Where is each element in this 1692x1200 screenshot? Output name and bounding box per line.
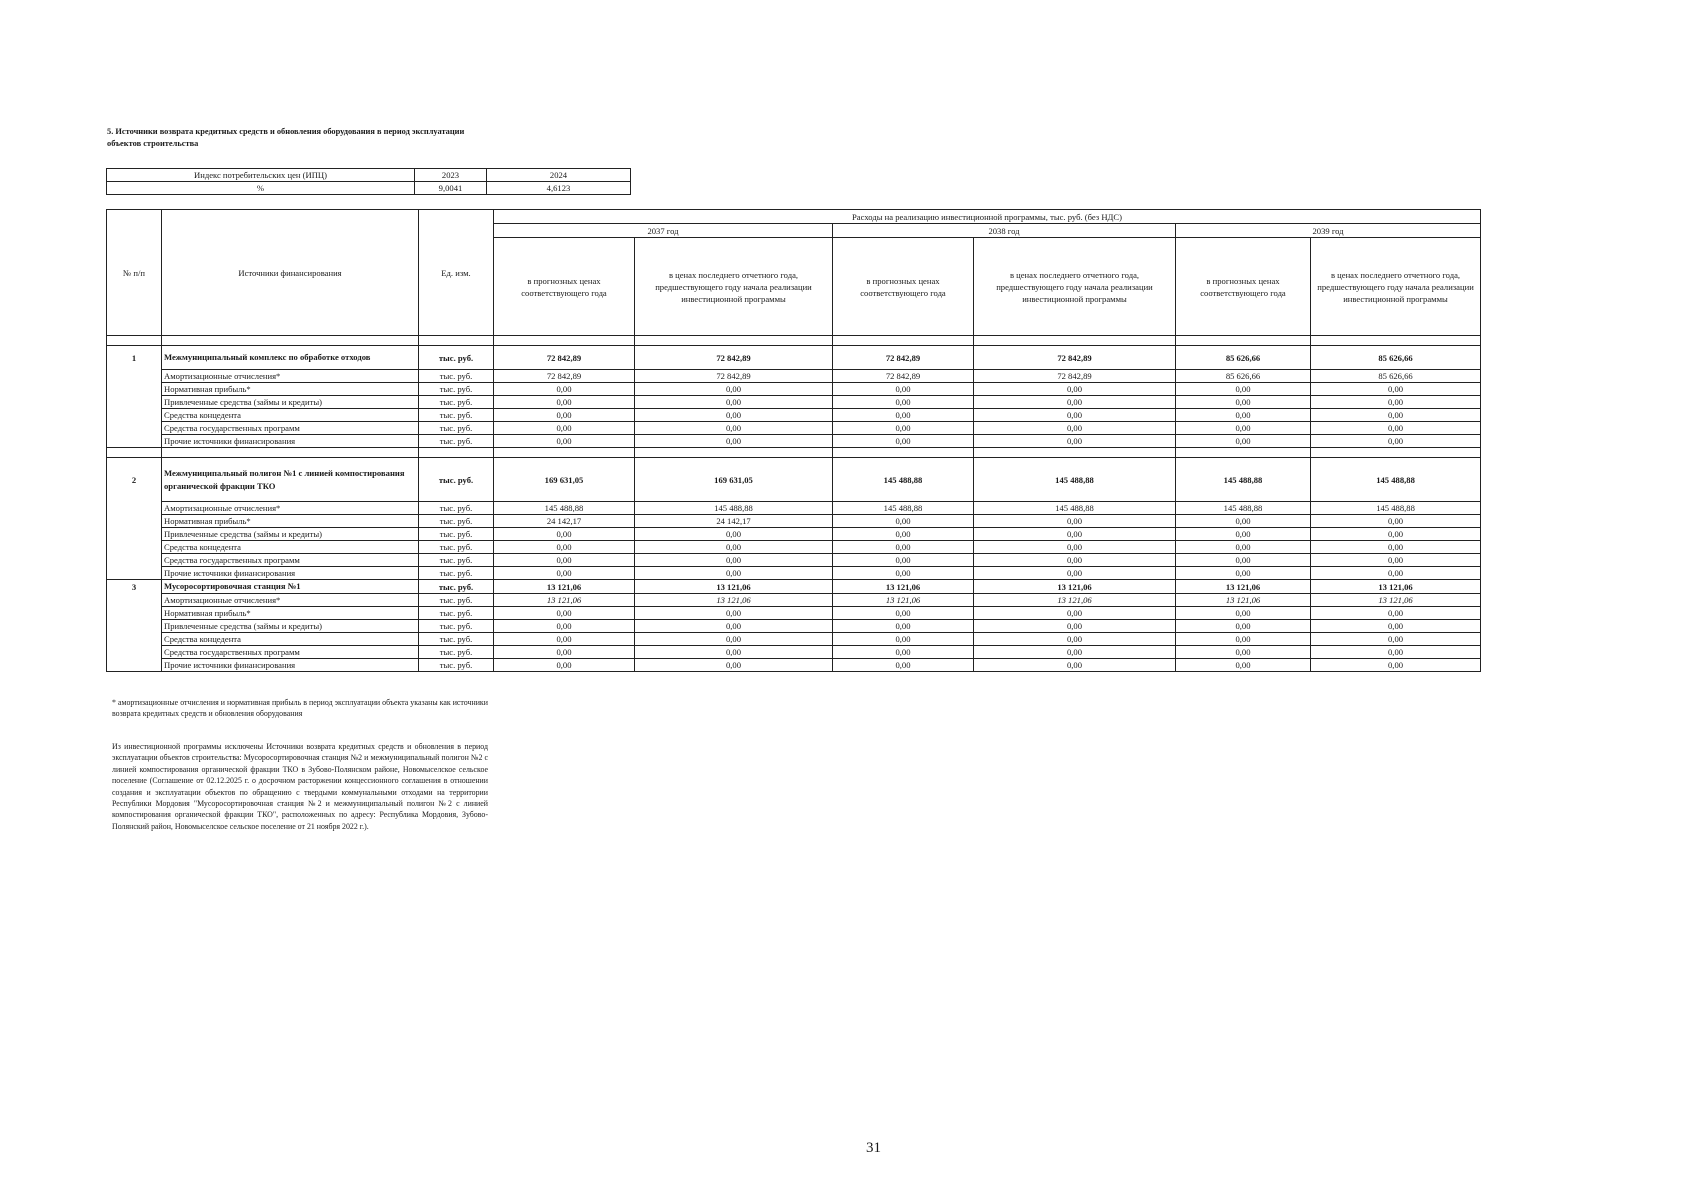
- section-heading: 5. Источники возврата кредитных средств и обновления оборудования в период эксплуатации объектов строительства: [107, 127, 465, 148]
- spacer-cell: [162, 448, 419, 458]
- item-value: 0,00: [833, 646, 974, 659]
- item-value: 0,00: [833, 422, 974, 435]
- header-year-2037: 2037 год: [494, 224, 833, 238]
- item-value: 0,00: [1311, 422, 1481, 435]
- item-value: 0,00: [974, 435, 1176, 448]
- group-name: Межмуниципальный комплекс по обработке отходов: [162, 346, 419, 370]
- item-value: 0,00: [974, 383, 1176, 396]
- spacer-cell: [419, 336, 494, 346]
- item-name: Амортизационные отчисления*: [162, 594, 419, 607]
- item-row: [107, 541, 1481, 554]
- item-row: [107, 567, 1481, 580]
- item-value: 0,00: [1176, 646, 1311, 659]
- item-unit: тыс. руб.: [419, 607, 494, 620]
- item-value: 0,00: [1311, 659, 1481, 672]
- group-unit: тыс. руб.: [419, 346, 494, 370]
- item-value: 145 488,88: [833, 502, 974, 515]
- item-value: 0,00: [1176, 620, 1311, 633]
- item-value: 0,00: [833, 567, 974, 580]
- group-name: Межмуниципальный полигон №1 с линией компостирования органической фракции ТКО: [162, 458, 419, 502]
- item-unit: тыс. руб.: [419, 370, 494, 383]
- header-expenses: Расходы на реализацию инвестиционной программы, тыс. руб. (без НДС): [494, 210, 1481, 224]
- cpi-table: [106, 168, 631, 195]
- item-name: Средства концедента: [162, 633, 419, 646]
- group-row: [107, 458, 1481, 502]
- group-value: 13 121,06: [974, 580, 1176, 594]
- item-row: [107, 396, 1481, 409]
- item-unit: тыс. руб.: [419, 541, 494, 554]
- item-value: 0,00: [1311, 528, 1481, 541]
- group-value: 13 121,06: [494, 580, 635, 594]
- item-name: Средства государственных программ: [162, 422, 419, 435]
- spacer-cell: [107, 336, 162, 346]
- item-row: [107, 435, 1481, 448]
- item-value: 13 121,06: [1311, 594, 1481, 607]
- header-last-year-prices: в ценах последнего отчетного года, предшествующего году начала реализации инвестиционной программы: [974, 238, 1176, 336]
- item-value: 0,00: [833, 659, 974, 672]
- item-row: [107, 528, 1481, 541]
- item-value: 0,00: [494, 620, 635, 633]
- item-value: 0,00: [1176, 515, 1311, 528]
- item-unit: тыс. руб.: [419, 409, 494, 422]
- item-row: [107, 620, 1481, 633]
- item-value: 85 626,66: [1176, 370, 1311, 383]
- item-value: 0,00: [833, 515, 974, 528]
- spacer-cell: [974, 336, 1176, 346]
- item-name: Нормативная прибыль*: [162, 607, 419, 620]
- item-value: 0,00: [635, 409, 833, 422]
- item-value: 0,00: [1176, 607, 1311, 620]
- spacer-cell: [635, 448, 833, 458]
- item-value: 0,00: [1176, 435, 1311, 448]
- item-row: [107, 633, 1481, 646]
- item-name: Средства концедента: [162, 541, 419, 554]
- item-row: [107, 422, 1481, 435]
- item-value: 0,00: [635, 422, 833, 435]
- item-name: Привлеченные средства (займы и кредиты): [162, 528, 419, 541]
- group-value: 13 121,06: [1176, 580, 1311, 594]
- item-name: Прочие источники финансирования: [162, 659, 419, 672]
- item-value: 0,00: [635, 541, 833, 554]
- item-value: 0,00: [494, 633, 635, 646]
- item-value: 0,00: [1176, 528, 1311, 541]
- item-value: 0,00: [494, 554, 635, 567]
- item-value: 0,00: [635, 620, 833, 633]
- item-value: 0,00: [974, 567, 1176, 580]
- item-value: 0,00: [1176, 383, 1311, 396]
- item-value: 0,00: [635, 383, 833, 396]
- spacer-cell: [419, 448, 494, 458]
- item-value: 0,00: [1176, 633, 1311, 646]
- item-name: Привлеченные средства (займы и кредиты): [162, 396, 419, 409]
- item-value: 0,00: [635, 659, 833, 672]
- spacer-cell: [1176, 448, 1311, 458]
- item-name: Амортизационные отчисления*: [162, 370, 419, 383]
- footnote-exclusion: Из инвестиционной программы исключены Источники возврата кредитных средств и обновления в период эксплуатации объектов строительства: Мусоросортировочная станция №2 и межмуниципальный полигон №2 с линией компостирования органической фракции ТКО в Зубово-Полянском районе, Новомыселское сельское поселение (Соглашение от 02.12.2025 г. о досрочном расторжении концессионного соглашения в отношении создания и эксплуатации объектов по обращению с твердыми коммунальными отходами на территории Республики Мордовия "Мусоросортировочная станция №2 и межмуниципальный полигон №2 с линией компостирования органической фракции ТКО", расположенных по адресу: Республика Мордовия, Зубово-Полянский район, Новомыселское сельское поселение от 21 ноября 2022 г.).: [112, 742, 488, 831]
- spacer-cell: [494, 336, 635, 346]
- item-value: 13 121,06: [494, 594, 635, 607]
- item-name: Привлеченные средства (займы и кредиты): [162, 620, 419, 633]
- item-unit: тыс. руб.: [419, 633, 494, 646]
- item-value: 0,00: [1176, 422, 1311, 435]
- item-name: Средства государственных программ: [162, 554, 419, 567]
- item-unit: тыс. руб.: [419, 435, 494, 448]
- spacer-cell: [107, 448, 162, 458]
- group-number: 3: [107, 580, 162, 672]
- item-unit: тыс. руб.: [419, 502, 494, 515]
- header-last-year-prices: в ценах последнего отчетного года, предшествующего году начала реализации инвестиционной программы: [635, 238, 833, 336]
- item-value: 0,00: [833, 554, 974, 567]
- item-value: 0,00: [494, 567, 635, 580]
- item-unit: тыс. руб.: [419, 567, 494, 580]
- spacer-cell: [833, 448, 974, 458]
- item-unit: тыс. руб.: [419, 383, 494, 396]
- item-value: 13 121,06: [833, 594, 974, 607]
- group-row: [107, 580, 1481, 594]
- spacer-row: [107, 448, 1481, 458]
- item-row: [107, 659, 1481, 672]
- item-unit: тыс. руб.: [419, 396, 494, 409]
- item-value: 24 142,17: [635, 515, 833, 528]
- item-name: Средства государственных программ: [162, 646, 419, 659]
- page-number: 31: [866, 1140, 881, 1156]
- group-value: 72 842,89: [833, 346, 974, 370]
- item-value: 0,00: [1176, 659, 1311, 672]
- item-value: 0,00: [1176, 554, 1311, 567]
- item-value: 0,00: [1311, 435, 1481, 448]
- item-value: 0,00: [494, 422, 635, 435]
- item-value: 0,00: [974, 620, 1176, 633]
- spacer-cell: [1311, 336, 1481, 346]
- item-unit: тыс. руб.: [419, 659, 494, 672]
- footnote-depreciation: * амортизационные отчисления и нормативная прибыль в период эксплуатации объекта указаны как источники возврата кредитных средств и обновления оборудования: [112, 698, 488, 719]
- spacer-cell: [162, 336, 419, 346]
- group-value: 169 631,05: [635, 458, 833, 502]
- item-value: 0,00: [635, 646, 833, 659]
- item-value: 0,00: [635, 633, 833, 646]
- item-row: [107, 594, 1481, 607]
- group-value: 145 488,88: [974, 458, 1176, 502]
- item-value: 0,00: [833, 383, 974, 396]
- item-name: Амортизационные отчисления*: [162, 502, 419, 515]
- item-value: 13 121,06: [635, 594, 833, 607]
- group-number: 1: [107, 346, 162, 448]
- cpi-unit: %: [107, 182, 415, 195]
- item-value: 0,00: [974, 646, 1176, 659]
- item-unit: тыс. руб.: [419, 528, 494, 541]
- item-value: 0,00: [974, 422, 1176, 435]
- item-value: 0,00: [1311, 409, 1481, 422]
- header-year-2038: 2038 год: [833, 224, 1176, 238]
- item-row: [107, 370, 1481, 383]
- item-value: 24 142,17: [494, 515, 635, 528]
- group-value: 145 488,88: [1176, 458, 1311, 502]
- item-value: 0,00: [494, 396, 635, 409]
- item-value: 0,00: [1311, 620, 1481, 633]
- financing-sources-table: [106, 209, 1481, 672]
- item-value: 0,00: [494, 383, 635, 396]
- spacer-cell: [974, 448, 1176, 458]
- item-value: 0,00: [1311, 567, 1481, 580]
- group-value: 85 626,66: [1176, 346, 1311, 370]
- item-unit: тыс. руб.: [419, 554, 494, 567]
- header-unit: Ед. изм.: [419, 210, 494, 336]
- item-value: 0,00: [635, 396, 833, 409]
- header-year-2039: 2039 год: [1176, 224, 1481, 238]
- group-value: 72 842,89: [974, 346, 1176, 370]
- item-value: 0,00: [833, 607, 974, 620]
- item-value: 0,00: [1311, 607, 1481, 620]
- item-value: 145 488,88: [494, 502, 635, 515]
- cpi-value-2023: 9,0041: [415, 182, 487, 195]
- item-value: 72 842,89: [494, 370, 635, 383]
- item-value: 0,00: [833, 409, 974, 422]
- item-value: 0,00: [635, 528, 833, 541]
- item-value: 0,00: [1176, 396, 1311, 409]
- item-value: 0,00: [974, 541, 1176, 554]
- header-forecast-prices: в прогнозных ценах соответствующего года: [1176, 238, 1311, 336]
- item-value: 0,00: [635, 435, 833, 448]
- item-unit: тыс. руб.: [419, 620, 494, 633]
- spacer-cell: [1176, 336, 1311, 346]
- item-value: 0,00: [1311, 383, 1481, 396]
- item-value: 0,00: [494, 541, 635, 554]
- spacer-cell: [635, 336, 833, 346]
- item-value: 0,00: [1311, 554, 1481, 567]
- item-value: 0,00: [1311, 633, 1481, 646]
- item-value: 145 488,88: [1311, 502, 1481, 515]
- item-value: 13 121,06: [1176, 594, 1311, 607]
- item-unit: тыс. руб.: [419, 515, 494, 528]
- item-unit: тыс. руб.: [419, 646, 494, 659]
- item-value: 0,00: [974, 659, 1176, 672]
- item-value: 72 842,89: [833, 370, 974, 383]
- item-value: 0,00: [974, 633, 1176, 646]
- item-value: 13 121,06: [974, 594, 1176, 607]
- item-unit: тыс. руб.: [419, 422, 494, 435]
- group-value: 72 842,89: [494, 346, 635, 370]
- header-forecast-prices: в прогнозных ценах соответствующего года: [494, 238, 635, 336]
- item-row: [107, 646, 1481, 659]
- item-value: 0,00: [833, 528, 974, 541]
- item-value: 72 842,89: [974, 370, 1176, 383]
- spacer-cell: [1311, 448, 1481, 458]
- item-value: 0,00: [1311, 646, 1481, 659]
- group-unit: тыс. руб.: [419, 580, 494, 594]
- item-value: 0,00: [974, 528, 1176, 541]
- group-value: 145 488,88: [1311, 458, 1481, 502]
- item-name: Нормативная прибыль*: [162, 383, 419, 396]
- item-name: Прочие источники финансирования: [162, 435, 419, 448]
- item-row: [107, 554, 1481, 567]
- item-row: [107, 409, 1481, 422]
- item-value: 0,00: [1311, 515, 1481, 528]
- header-last-year-prices: в ценах последнего отчетного года, предшествующего году начала реализации инвестиционной программы: [1311, 238, 1481, 336]
- item-value: 0,00: [494, 646, 635, 659]
- item-value: 85 626,66: [1311, 370, 1481, 383]
- item-name: Прочие источники финансирования: [162, 567, 419, 580]
- item-value: 0,00: [974, 409, 1176, 422]
- item-value: 0,00: [494, 607, 635, 620]
- spacer-cell: [833, 336, 974, 346]
- item-value: 0,00: [635, 554, 833, 567]
- item-value: 0,00: [974, 515, 1176, 528]
- item-value: 0,00: [1311, 396, 1481, 409]
- item-value: 0,00: [1176, 541, 1311, 554]
- item-value: 0,00: [494, 435, 635, 448]
- item-value: 0,00: [1311, 541, 1481, 554]
- header-forecast-prices: в прогнозных ценах соответствующего года: [833, 238, 974, 336]
- item-value: 0,00: [635, 567, 833, 580]
- group-value: 13 121,06: [635, 580, 833, 594]
- item-name: Нормативная прибыль*: [162, 515, 419, 528]
- item-row: [107, 383, 1481, 396]
- group-value: 72 842,89: [635, 346, 833, 370]
- item-value: 0,00: [974, 396, 1176, 409]
- cpi-year-2023: 2023: [415, 169, 487, 182]
- group-value: 13 121,06: [1311, 580, 1481, 594]
- item-value: 0,00: [833, 633, 974, 646]
- header-nr: № п/п: [107, 210, 162, 336]
- spacer-cell: [494, 448, 635, 458]
- item-value: 0,00: [833, 435, 974, 448]
- item-value: 0,00: [833, 541, 974, 554]
- group-value: 13 121,06: [833, 580, 974, 594]
- item-unit: тыс. руб.: [419, 594, 494, 607]
- group-value: 145 488,88: [833, 458, 974, 502]
- group-row: [107, 346, 1481, 370]
- cpi-value-2024: 4,6123: [487, 182, 631, 195]
- item-value: 145 488,88: [974, 502, 1176, 515]
- cpi-year-2024: 2024: [487, 169, 631, 182]
- item-value: 0,00: [1176, 409, 1311, 422]
- item-value: 0,00: [494, 659, 635, 672]
- group-number: 2: [107, 458, 162, 580]
- item-value: 0,00: [494, 409, 635, 422]
- item-row: [107, 502, 1481, 515]
- header-source: Источники финансирования: [162, 210, 419, 336]
- spacer-row: [107, 336, 1481, 346]
- item-value: 0,00: [833, 620, 974, 633]
- group-unit: тыс. руб.: [419, 458, 494, 502]
- item-value: 0,00: [974, 554, 1176, 567]
- item-value: 0,00: [974, 607, 1176, 620]
- group-name: Мусоросортировочная станция №1: [162, 580, 419, 594]
- item-value: 145 488,88: [1176, 502, 1311, 515]
- item-value: 0,00: [494, 528, 635, 541]
- item-value: 145 488,88: [635, 502, 833, 515]
- item-value: 0,00: [635, 607, 833, 620]
- group-value: 85 626,66: [1311, 346, 1481, 370]
- group-value: 169 631,05: [494, 458, 635, 502]
- item-row: [107, 607, 1481, 620]
- item-value: 0,00: [1176, 567, 1311, 580]
- item-value: 0,00: [833, 396, 974, 409]
- item-name: Средства концедента: [162, 409, 419, 422]
- cpi-label: Индекс потребительских цен (ИПЦ): [107, 169, 415, 182]
- item-value: 72 842,89: [635, 370, 833, 383]
- item-row: [107, 515, 1481, 528]
